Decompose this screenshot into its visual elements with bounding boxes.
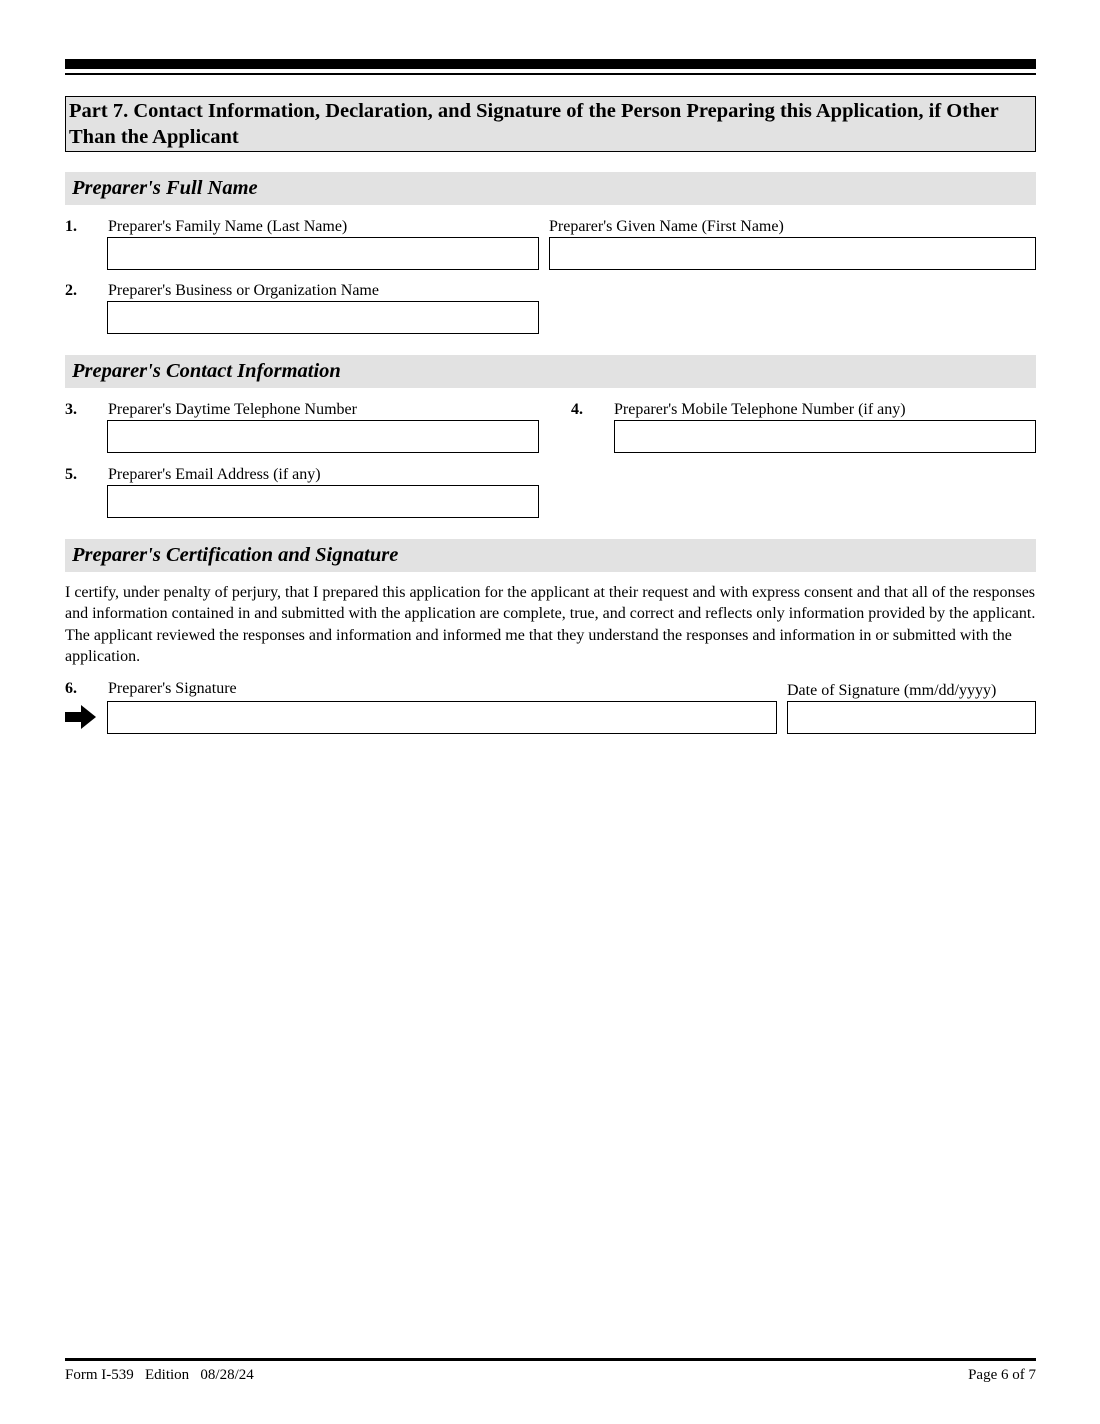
daytime-phone-label: Preparer's Daytime Telephone Number [108,401,357,418]
item-number-2: 2. [65,282,77,299]
family-name-label: Preparer's Family Name (Last Name) [108,218,348,235]
section-full-name [65,172,1036,205]
header-thin-rule [65,73,1036,75]
business-name-input[interactable] [108,302,538,333]
signature-date-label: Date of Signature (mm/dd/yyyy) [787,682,997,699]
section-title-certification-signature: Preparer's Certification and Signature [72,544,399,566]
signature-date-field[interactable] [787,701,1036,734]
item-number-3: 3. [65,401,77,418]
mobile-phone-field[interactable] [614,420,1036,453]
part-header [65,96,1036,152]
item-number-5: 5. [65,466,77,483]
signature-field[interactable] [107,701,777,734]
family-name-input[interactable] [108,238,538,269]
signature-input[interactable] [108,702,776,733]
given-name-label: Preparer's Given Name (First Name) [549,218,784,235]
given-name-input[interactable] [550,238,1035,269]
signature-label: Preparer's Signature [108,680,237,697]
business-name-label: Preparer's Business or Organization Name [108,282,379,299]
right-arrow-icon [65,704,97,730]
page-number: Page 6 of 7 [968,1367,1036,1383]
part-title: Part 7. Contact Information, Declaration, and Signature of the Person Preparing this Application, if Other Than the Applicant [69,100,999,148]
mobile-phone-label: Preparer's Mobile Telephone Number (if any) [614,401,906,418]
family-name-field[interactable] [107,237,539,270]
section-certification-signature [65,539,1036,572]
section-title-contact-information: Preparer's Contact Information [72,360,341,382]
daytime-phone-input[interactable] [108,421,538,452]
footer-rule [65,1358,1036,1361]
form-edition: Form I-539 Edition 08/28/24 [65,1367,254,1383]
business-name-field[interactable] [107,301,539,334]
mobile-phone-input[interactable] [615,421,1035,452]
given-name-field[interactable] [549,237,1036,270]
email-field[interactable] [107,485,539,518]
section-contact-information [65,355,1036,388]
certification-statement: I certify, under penalty of perjury, that I prepared this application for the applicant at their request and with express consent and that all of the responses and information contained in and submitted with the application are complete, true, and correct and reflects only information provided by the applicant. The applicant reviewed the responses and information and informed me that they understand the responses and information in or submitted with the application. [65,584,1036,665]
daytime-phone-field[interactable] [107,420,539,453]
header-thick-rule [65,59,1036,69]
item-number-4: 4. [571,401,583,418]
item-number-6: 6. [65,680,77,697]
email-input[interactable] [108,486,538,517]
section-title-full-name: Preparer's Full Name [72,177,258,199]
email-label: Preparer's Email Address (if any) [108,466,321,483]
item-number-1: 1. [65,218,77,235]
signature-date-input[interactable] [788,702,1035,733]
